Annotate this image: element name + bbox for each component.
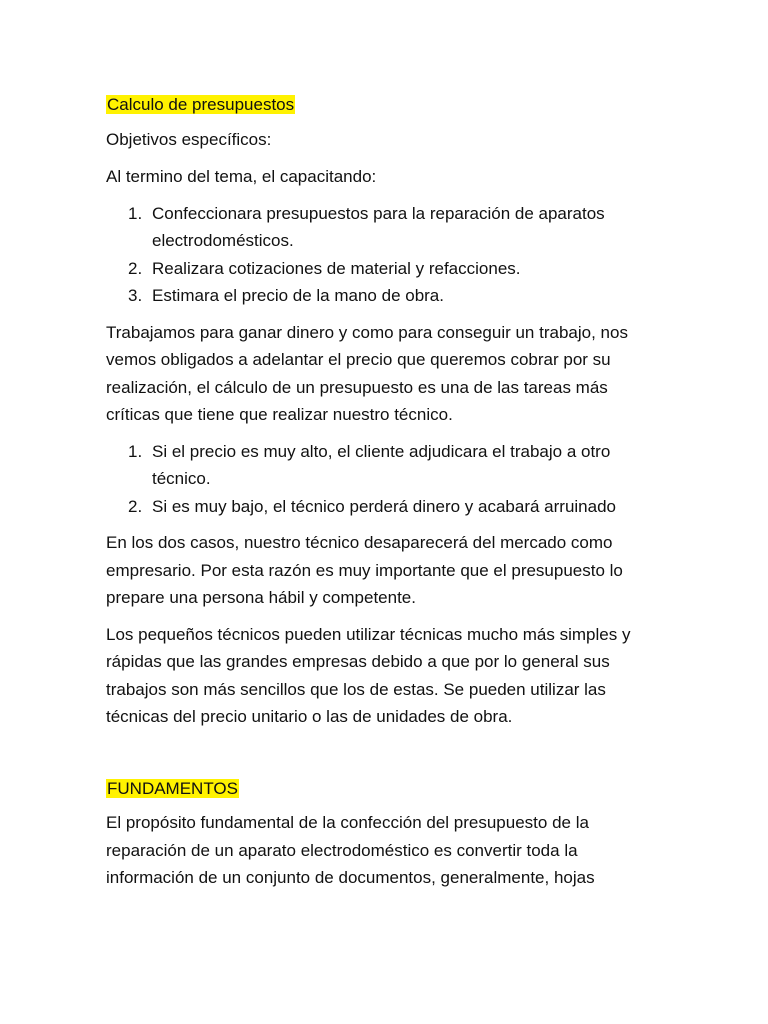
intro-text: Al termino del tema, el capacitando: xyxy=(106,167,377,186)
highlighted-section-heading: FUNDAMENTOS xyxy=(107,778,238,798)
list-item xyxy=(106,438,666,493)
list-item xyxy=(106,200,666,255)
objectives-list xyxy=(106,200,666,310)
section-heading xyxy=(106,775,666,803)
cases-list xyxy=(106,438,666,521)
paragraph-3: Los pequeños técnicos pueden utilizar técnicas mucho más simples y rápidas que las grandes empresas debido a que por lo general sus trabajos son más sencillos que los de estas. Se pueden utilizar las técnicas del precio unitario o las de unidades de obra. xyxy=(106,624,631,726)
list-item-text: Estimara el precio de la mano de obra. xyxy=(152,286,444,305)
page-title xyxy=(106,91,666,119)
list-number: 2. xyxy=(128,496,143,516)
list-item xyxy=(106,493,666,521)
document-body xyxy=(106,91,666,901)
highlighted-title: Calculo de presupuestos xyxy=(107,95,295,114)
paragraph-4: El propósito fundamental de la confección del presupuesto de la reparación de un aparato electrodoméstico es convertir toda la información de un conjunto de documentos, generalmente, hojas xyxy=(106,813,595,887)
list-number: 3. xyxy=(128,286,143,305)
list-item-text: Si el precio es muy alto, el cliente adjudicara el trabajo a otro técnico. xyxy=(152,441,611,488)
paragraph-2: En los dos casos, nuestro técnico desaparecerá del mercado como empresario. Por esta razón es muy importante que el presupuesto lo prepare una persona hábil y competente. xyxy=(106,533,623,607)
list-item xyxy=(106,255,666,283)
list-number: 1. xyxy=(128,203,143,223)
list-item xyxy=(106,282,666,310)
list-number: 2. xyxy=(128,258,143,278)
list-item-text: Si es muy bajo, el técnico perderá dinero y acabará arruinado xyxy=(152,496,616,516)
list-item-text: Realizara cotizaciones de material y refacciones. xyxy=(152,258,521,278)
list-item-text: Confeccionara presupuestos para la reparación de aparatos electrodomésticos. xyxy=(152,203,605,250)
list-number: 1. xyxy=(128,441,143,461)
paragraph-1: Trabajamos para ganar dinero y como para conseguir un trabajo, nos vemos obligados a adelantar el precio que queremos cobrar por su realización, el cálculo de un presupuesto es una de las tareas más críticas que tiene que realizar nuestro técnico. xyxy=(106,322,628,424)
objectives-subtitle: Objetivos específicos: xyxy=(106,129,272,149)
